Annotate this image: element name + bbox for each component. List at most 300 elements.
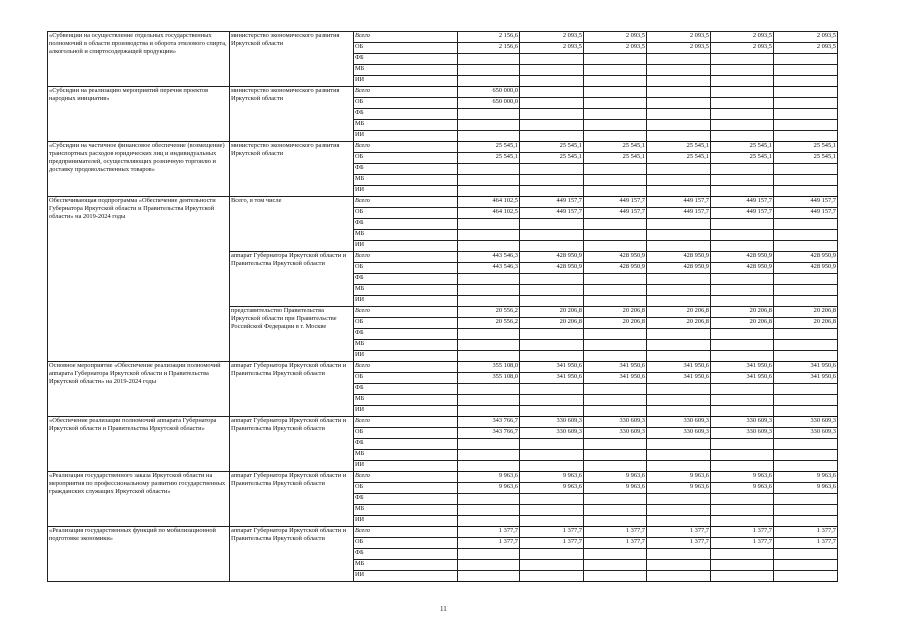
value-cell <box>774 186 838 197</box>
value-cell: 9 963,6 <box>458 483 520 494</box>
value-cell <box>711 120 774 131</box>
value-cell: 20 556,2 <box>458 318 520 329</box>
value-cell: 428 950,9 <box>520 252 584 263</box>
value-cell <box>520 351 584 362</box>
value-cell <box>647 87 711 98</box>
funding-source-cell: ФБ <box>354 329 458 340</box>
value-cell: 9 963,6 <box>458 472 520 483</box>
table-row <box>48 87 838 98</box>
value-cell <box>711 54 774 65</box>
value-cell <box>711 384 774 395</box>
value-cell: 464 102,5 <box>458 197 520 208</box>
value-cell <box>584 285 647 296</box>
value-cell <box>520 76 584 87</box>
value-cell: 341 950,6 <box>711 373 774 384</box>
value-cell <box>458 340 520 351</box>
funding-source-cell: Всего <box>354 417 458 428</box>
value-cell <box>520 241 584 252</box>
value-cell: 2 093,5 <box>584 43 647 54</box>
value-cell <box>711 65 774 76</box>
value-cell <box>647 461 711 472</box>
value-cell: 341 950,6 <box>711 362 774 373</box>
value-cell <box>458 461 520 472</box>
value-cell: 2 093,5 <box>711 43 774 54</box>
value-cell: 2 093,5 <box>520 32 584 43</box>
value-cell <box>520 340 584 351</box>
value-cell: 9 963,6 <box>647 483 711 494</box>
funding-source-cell: МБ <box>354 505 458 516</box>
value-cell <box>584 439 647 450</box>
funding-source-cell: МБ <box>354 560 458 571</box>
value-cell <box>711 241 774 252</box>
value-cell <box>584 494 647 505</box>
value-cell <box>458 505 520 516</box>
funding-source-cell: ФБ <box>354 274 458 285</box>
value-cell: 355 108,0 <box>458 373 520 384</box>
value-cell: 449 157,7 <box>647 197 711 208</box>
value-cell: 1 377,7 <box>520 527 584 538</box>
value-cell <box>774 241 838 252</box>
value-cell <box>711 285 774 296</box>
value-cell <box>458 241 520 252</box>
program-name-cell: Обеспечивающая подпрограмма «Обеспечение деятельности Губернатора Иркутской области и Правительства Иркутской области» на 2019-2024 годы <box>48 197 230 362</box>
value-cell <box>647 76 711 87</box>
value-cell <box>711 109 774 120</box>
value-cell: 428 950,9 <box>520 263 584 274</box>
value-cell: 1 377,7 <box>584 527 647 538</box>
value-cell <box>458 76 520 87</box>
value-cell <box>774 131 838 142</box>
funding-source-cell: Всего <box>354 307 458 318</box>
value-cell <box>711 329 774 340</box>
funding-source-cell: ОБ <box>354 98 458 109</box>
value-cell <box>711 186 774 197</box>
value-cell: 1 377,7 <box>647 538 711 549</box>
value-cell <box>774 351 838 362</box>
value-cell: 443 546,3 <box>458 252 520 263</box>
value-cell: 341 950,6 <box>774 362 838 373</box>
value-cell: 20 206,8 <box>520 318 584 329</box>
value-cell <box>458 395 520 406</box>
value-cell <box>647 395 711 406</box>
funding-source-cell: Всего <box>354 87 458 98</box>
funding-source-cell: ИИ <box>354 241 458 252</box>
program-name-cell: «Обеспечение реализации полномочий аппарата Губернатора Иркутской области и Правительства Иркутской области» <box>48 417 230 472</box>
table-row <box>48 32 838 43</box>
value-cell: 25 545,1 <box>584 142 647 153</box>
value-cell <box>774 461 838 472</box>
value-cell <box>711 274 774 285</box>
value-cell: 355 108,0 <box>458 362 520 373</box>
value-cell: 449 157,7 <box>711 197 774 208</box>
value-cell: 1 377,7 <box>774 527 838 538</box>
value-cell: 25 545,1 <box>458 142 520 153</box>
funding-source-cell: ФБ <box>354 549 458 560</box>
funding-source-cell: ОБ <box>354 428 458 439</box>
value-cell: 9 963,6 <box>584 472 647 483</box>
value-cell <box>774 76 838 87</box>
value-cell <box>774 395 838 406</box>
value-cell <box>520 461 584 472</box>
value-cell <box>458 296 520 307</box>
value-cell <box>647 219 711 230</box>
value-cell <box>458 384 520 395</box>
program-name-cell: «Реализация государственного заказа Иркутской области на мероприятия по профессиональному развитию государственных гражданских служащих Иркутской области» <box>48 472 230 527</box>
value-cell <box>774 219 838 230</box>
program-name-cell: «Субсидии на частичное финансовое обеспечение (возмещение) транспортных расходов юридических лиц и индивидуальных предпринимателей, осуществляющих розничную торговлю и доставку продовольственных товаров» <box>48 142 230 197</box>
funding-source-cell: ОБ <box>354 208 458 219</box>
funding-source-cell: МБ <box>354 230 458 241</box>
value-cell <box>647 230 711 241</box>
value-cell <box>458 329 520 340</box>
value-cell <box>774 384 838 395</box>
value-cell: 449 157,7 <box>774 208 838 219</box>
value-cell: 25 545,1 <box>647 142 711 153</box>
funding-source-cell: ОБ <box>354 538 458 549</box>
executor-cell: аппарат Губернатора Иркутской области и Правительства Иркутской области <box>230 362 354 417</box>
value-cell <box>458 560 520 571</box>
value-cell: 25 545,1 <box>774 153 838 164</box>
value-cell <box>520 285 584 296</box>
value-cell <box>458 406 520 417</box>
value-cell: 9 963,6 <box>520 472 584 483</box>
value-cell <box>711 76 774 87</box>
value-cell: 341 950,6 <box>774 373 838 384</box>
value-cell <box>711 296 774 307</box>
value-cell <box>584 549 647 560</box>
value-cell: 2 093,5 <box>711 32 774 43</box>
value-cell: 1 377,7 <box>711 527 774 538</box>
value-cell <box>647 175 711 186</box>
value-cell <box>647 439 711 450</box>
value-cell <box>711 494 774 505</box>
value-cell <box>584 65 647 76</box>
value-cell <box>584 98 647 109</box>
value-cell: 20 206,8 <box>774 318 838 329</box>
executor-cell: аппарат Губернатора Иркутской области и Правительства Иркутской области <box>230 417 354 472</box>
value-cell <box>774 406 838 417</box>
value-cell <box>711 87 774 98</box>
value-cell <box>647 241 711 252</box>
value-cell: 1 377,7 <box>584 538 647 549</box>
value-cell <box>647 384 711 395</box>
value-cell <box>584 76 647 87</box>
value-cell: 9 963,6 <box>774 483 838 494</box>
funding-source-cell: ОБ <box>354 318 458 329</box>
table-row <box>48 417 838 428</box>
page-number: 11 <box>440 605 447 613</box>
value-cell: 20 206,8 <box>647 318 711 329</box>
value-cell <box>711 395 774 406</box>
value-cell: 20 206,8 <box>711 318 774 329</box>
value-cell <box>711 571 774 582</box>
value-cell: 330 609,3 <box>774 428 838 439</box>
value-cell <box>520 65 584 76</box>
value-cell: 341 950,6 <box>584 373 647 384</box>
value-cell <box>520 406 584 417</box>
value-cell <box>458 439 520 450</box>
value-cell <box>774 549 838 560</box>
value-cell <box>647 406 711 417</box>
value-cell: 449 157,7 <box>520 208 584 219</box>
value-cell: 20 206,8 <box>774 307 838 318</box>
value-cell: 9 963,6 <box>647 472 711 483</box>
table-row <box>48 472 838 483</box>
value-cell: 1 377,7 <box>774 538 838 549</box>
value-cell <box>584 131 647 142</box>
value-cell: 341 950,6 <box>520 362 584 373</box>
value-cell <box>774 98 838 109</box>
value-cell: 449 157,7 <box>647 208 711 219</box>
value-cell <box>458 219 520 230</box>
value-cell <box>458 274 520 285</box>
budget-table-body <box>48 32 838 582</box>
value-cell: 330 609,3 <box>774 417 838 428</box>
executor-cell: министерство экономического развития Иркутской области <box>230 87 354 142</box>
value-cell: 341 950,6 <box>647 362 711 373</box>
value-cell <box>458 450 520 461</box>
value-cell: 1 377,7 <box>520 538 584 549</box>
value-cell <box>711 505 774 516</box>
value-cell: 343 766,7 <box>458 417 520 428</box>
value-cell <box>774 450 838 461</box>
funding-source-cell: МБ <box>354 120 458 131</box>
value-cell <box>584 461 647 472</box>
value-cell <box>584 505 647 516</box>
value-cell: 9 963,6 <box>711 472 774 483</box>
value-cell: 341 950,6 <box>647 373 711 384</box>
value-cell <box>774 329 838 340</box>
value-cell <box>647 120 711 131</box>
value-cell <box>520 230 584 241</box>
value-cell: 25 545,1 <box>458 153 520 164</box>
value-cell <box>458 131 520 142</box>
value-cell <box>711 351 774 362</box>
value-cell <box>774 274 838 285</box>
value-cell <box>520 120 584 131</box>
value-cell <box>584 87 647 98</box>
value-cell: 1 377,7 <box>647 527 711 538</box>
value-cell: 428 950,9 <box>584 252 647 263</box>
value-cell <box>520 450 584 461</box>
value-cell: 20 206,8 <box>711 307 774 318</box>
value-cell <box>584 241 647 252</box>
table-row <box>48 527 838 538</box>
funding-source-cell: ОБ <box>354 373 458 384</box>
value-cell <box>520 329 584 340</box>
value-cell: 330 609,3 <box>584 417 647 428</box>
value-cell <box>458 351 520 362</box>
value-cell <box>647 549 711 560</box>
value-cell <box>458 54 520 65</box>
value-cell: 330 609,3 <box>647 417 711 428</box>
funding-source-cell: Всего <box>354 472 458 483</box>
value-cell <box>711 516 774 527</box>
value-cell <box>458 549 520 560</box>
value-cell <box>584 186 647 197</box>
value-cell: 650 000,0 <box>458 87 520 98</box>
value-cell <box>774 120 838 131</box>
funding-source-cell: МБ <box>354 65 458 76</box>
value-cell <box>520 175 584 186</box>
value-cell: 428 950,9 <box>711 263 774 274</box>
value-cell <box>647 450 711 461</box>
value-cell <box>520 439 584 450</box>
value-cell <box>647 505 711 516</box>
value-cell <box>711 560 774 571</box>
funding-source-cell: ИИ <box>354 351 458 362</box>
value-cell <box>647 494 711 505</box>
value-cell: 330 609,3 <box>647 428 711 439</box>
value-cell <box>711 131 774 142</box>
value-cell: 443 546,3 <box>458 263 520 274</box>
funding-source-cell: МБ <box>354 340 458 351</box>
value-cell: 330 609,3 <box>520 417 584 428</box>
value-cell: 1 377,7 <box>458 538 520 549</box>
value-cell <box>711 450 774 461</box>
value-cell <box>774 505 838 516</box>
value-cell: 9 963,6 <box>711 483 774 494</box>
value-cell: 2 093,5 <box>647 43 711 54</box>
value-cell: 428 950,9 <box>647 263 711 274</box>
funding-source-cell: ИИ <box>354 461 458 472</box>
value-cell <box>647 109 711 120</box>
value-cell <box>774 175 838 186</box>
funding-source-cell: ФБ <box>354 164 458 175</box>
value-cell <box>647 340 711 351</box>
value-cell <box>774 285 838 296</box>
value-cell: 2 093,5 <box>647 32 711 43</box>
funding-source-cell: ИИ <box>354 76 458 87</box>
value-cell <box>711 230 774 241</box>
value-cell <box>520 549 584 560</box>
value-cell <box>520 98 584 109</box>
funding-source-cell: ФБ <box>354 439 458 450</box>
value-cell <box>584 230 647 241</box>
value-cell <box>458 571 520 582</box>
value-cell: 2 093,5 <box>520 43 584 54</box>
value-cell: 650 000,0 <box>458 98 520 109</box>
value-cell <box>774 439 838 450</box>
value-cell: 2 093,5 <box>774 32 838 43</box>
executor-cell: представительство Правительства Иркутской области при Правительстве Российской Федерации в г. Москве <box>230 307 354 362</box>
value-cell <box>647 131 711 142</box>
value-cell: 2 156,6 <box>458 43 520 54</box>
budget-table-sheet <box>47 31 837 582</box>
value-cell <box>584 296 647 307</box>
value-cell: 20 556,2 <box>458 307 520 318</box>
executor-cell: аппарат Губернатора Иркутской области и Правительства Иркутской области <box>230 527 354 582</box>
value-cell <box>647 560 711 571</box>
value-cell <box>711 406 774 417</box>
value-cell <box>458 120 520 131</box>
executor-cell: аппарат Губернатора Иркутской области и Правительства Иркутской области <box>230 472 354 527</box>
value-cell <box>774 516 838 527</box>
value-cell <box>774 65 838 76</box>
value-cell <box>458 175 520 186</box>
value-cell: 20 206,8 <box>584 307 647 318</box>
funding-source-cell: ИИ <box>354 406 458 417</box>
value-cell <box>774 296 838 307</box>
funding-source-cell: ФБ <box>354 384 458 395</box>
value-cell <box>711 175 774 186</box>
value-cell <box>584 175 647 186</box>
value-cell: 20 206,8 <box>584 318 647 329</box>
budget-table <box>47 31 838 582</box>
value-cell: 9 963,6 <box>520 483 584 494</box>
executor-cell: министерство экономического развития Иркутской области <box>230 142 354 197</box>
value-cell: 1 377,7 <box>711 538 774 549</box>
value-cell <box>520 560 584 571</box>
value-cell <box>647 274 711 285</box>
value-cell: 2 093,5 <box>584 32 647 43</box>
value-cell <box>711 461 774 472</box>
funding-source-cell: Всего <box>354 142 458 153</box>
value-cell <box>520 516 584 527</box>
value-cell: 9 963,6 <box>774 472 838 483</box>
value-cell <box>458 164 520 175</box>
value-cell <box>711 98 774 109</box>
value-cell <box>774 109 838 120</box>
value-cell <box>520 219 584 230</box>
value-cell <box>520 296 584 307</box>
value-cell <box>711 549 774 560</box>
value-cell <box>520 87 584 98</box>
value-cell <box>711 340 774 351</box>
value-cell <box>584 164 647 175</box>
program-name-cell: Основное мероприятие «Обеспечение реализации полномочий аппарата Губернатора Иркутской области и Правительства Иркутской области» на 2019-2024 годы <box>48 362 230 417</box>
value-cell: 343 766,7 <box>458 428 520 439</box>
value-cell <box>458 186 520 197</box>
table-row <box>48 142 838 153</box>
funding-source-cell: МБ <box>354 285 458 296</box>
value-cell: 428 950,9 <box>774 263 838 274</box>
value-cell: 25 545,1 <box>520 142 584 153</box>
value-cell <box>584 340 647 351</box>
value-cell <box>584 384 647 395</box>
funding-source-cell: ИИ <box>354 186 458 197</box>
value-cell <box>774 560 838 571</box>
value-cell <box>458 494 520 505</box>
value-cell: 330 609,3 <box>711 428 774 439</box>
value-cell <box>647 65 711 76</box>
value-cell <box>647 516 711 527</box>
value-cell <box>584 516 647 527</box>
value-cell: 25 545,1 <box>711 142 774 153</box>
funding-source-cell: ОБ <box>354 43 458 54</box>
funding-source-cell: МБ <box>354 395 458 406</box>
value-cell <box>647 329 711 340</box>
value-cell <box>647 164 711 175</box>
value-cell: 25 545,1 <box>584 153 647 164</box>
value-cell <box>584 450 647 461</box>
value-cell: 2 093,5 <box>774 43 838 54</box>
funding-source-cell: МБ <box>354 450 458 461</box>
value-cell <box>520 186 584 197</box>
funding-source-cell: ОБ <box>354 263 458 274</box>
value-cell <box>584 54 647 65</box>
value-cell <box>711 164 774 175</box>
value-cell: 330 609,3 <box>520 428 584 439</box>
value-cell <box>520 274 584 285</box>
funding-source-cell: Всего <box>354 197 458 208</box>
program-name-cell: «Субвенции на осуществление отдельных государственных полномочий в области производства и оборота этилового спирта, алкогольной и спиртосодержащей продукции» <box>48 32 230 87</box>
value-cell: 464 102,5 <box>458 208 520 219</box>
funding-source-cell: ИИ <box>354 516 458 527</box>
value-cell <box>774 87 838 98</box>
value-cell: 428 950,9 <box>647 252 711 263</box>
value-cell <box>711 219 774 230</box>
